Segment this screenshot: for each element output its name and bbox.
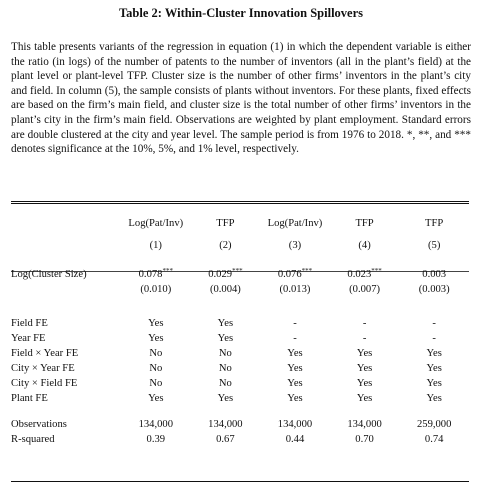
stat-row: Observations 134,000 134,000 134,000 134,000 259,000: [11, 419, 452, 430]
fe-row: Field FE Yes Yes - - -: [11, 318, 436, 329]
coefficient-cell: 0.029***: [208, 267, 243, 280]
column-header: TFP: [355, 217, 374, 229]
top-rule: [11, 201, 469, 202]
row-label: Field × Year FE: [11, 348, 79, 359]
table-title: Table 2: Within-Cluster Innovation Spillovers: [118, 6, 364, 20]
standard-error-row: [11, 282, 469, 297]
column-number-row: [11, 234, 469, 256]
row-label: R-squared: [11, 434, 55, 445]
coefficient-row: [11, 267, 469, 282]
fe-row: Plant FE Yes Yes Yes Yes Yes: [11, 393, 442, 404]
row-label: City × Year FE: [11, 363, 75, 374]
column-number: (3): [288, 239, 302, 251]
se-cell: (0.003): [418, 284, 450, 295]
fe-row: City × Year FE No No Yes Yes Yes: [11, 363, 442, 374]
fe-row: City × Field FE No No Yes Yes Yes: [11, 378, 442, 389]
bottom-rule: [11, 481, 469, 482]
column-number: (4): [358, 239, 371, 251]
se-cell: (0.013): [279, 284, 311, 295]
column-header-row: [11, 212, 469, 234]
coefficient-cell: 0.076***: [277, 267, 313, 280]
column-number: (2): [219, 239, 232, 251]
coefficient-cell: 0.003: [422, 269, 447, 280]
row-label: Field FE: [11, 318, 48, 329]
fe-row: Field × Year FE No No Yes Yes Yes: [11, 348, 442, 359]
column-number: (1): [149, 239, 162, 251]
fe-row: Year FE Yes Yes - - -: [11, 333, 436, 344]
column-header: Log(Pat/Inv): [128, 217, 184, 229]
column-header: TFP: [216, 217, 235, 229]
se-cell: (0.010): [140, 284, 172, 295]
se-cell: (0.007): [349, 284, 381, 295]
row-label: Year FE: [11, 333, 46, 344]
row-label: City × Field FE: [11, 378, 78, 389]
se-cell: (0.004): [209, 284, 241, 295]
coefficient-cell: 0.078***: [138, 267, 173, 280]
column-header: TFP: [425, 217, 444, 229]
coefficient-cell: 0.023***: [347, 267, 382, 280]
top-rule-double: [11, 203, 469, 204]
table-description: This table presents variants of the regression in equation (1) in which the dependent variable is either the ratio (in logs) of the number of patents to the number of inventors (all in the plant’s field) at the plant level or plant-level TFP. Cluster size is the number of other firms’ inventors in the plant’s city and field. In column (5), the sample consists of plants without inventors. For these plants, fixed effects are based on the firm’s main field, and cluster size is the total number of other firms’ inventors in the plant’s city in the firm’s main field. Observations are weighted by plant employment. Standard errors are double clustered at the city and year level. The sample period is from 1976 to 2018. *, **, and *** denotes significance at the 10%, 5%, and 1% level, respectively.: [11, 41, 471, 156]
regression-table: [11, 212, 469, 447]
column-header: Log(Pat/Inv): [267, 217, 323, 229]
stat-row: R-squared 0.39 0.67 0.44 0.70 0.74: [11, 434, 444, 445]
column-number: (5): [428, 239, 441, 251]
row-label: Observations: [11, 419, 67, 430]
row-label: Log(Cluster Size): [11, 269, 87, 280]
row-label: Plant FE: [11, 393, 48, 404]
